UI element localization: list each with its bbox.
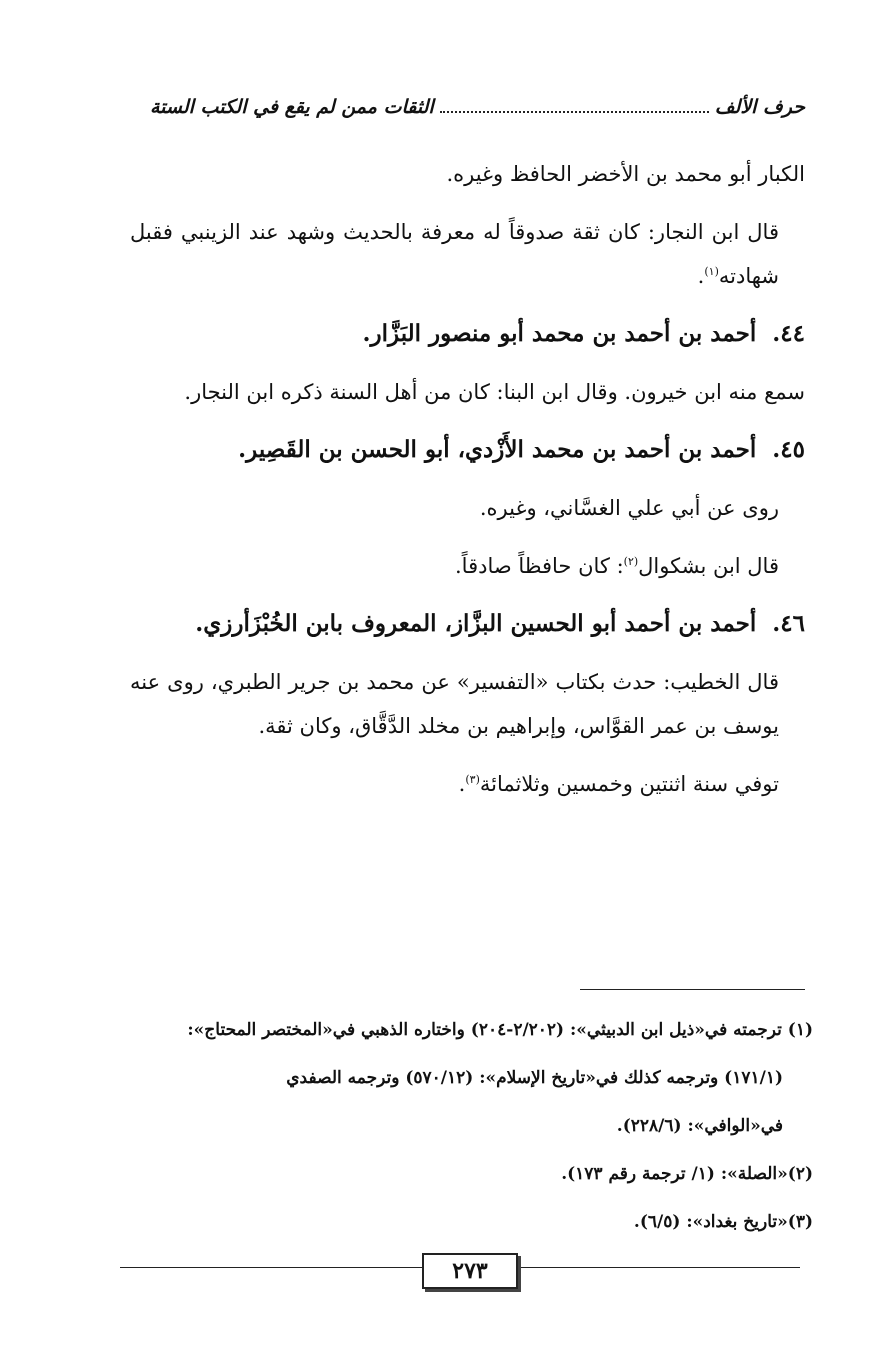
entry-number: ٤٦. [772,610,805,637]
paragraph-khatib: قال الخطيب: حدث بكتاب «التفسير» عن محمد بن جرير الطبري، روى عنه يوسف بن عمر القوَّاس، وإبراهيم بن مخلد الدَّقَّاق، وكان ثقة. [130,670,779,738]
paragraph-text: قال ابن بشكوال [638,554,779,578]
entry-44 [130,312,805,356]
footnote-3: (٣)«تاريخ بغداد»: (٦/٥). [633,1212,813,1232]
entry-45 [130,428,805,472]
entry-name: أحمد بن أحمد أبو الحسين البزَّاز، المعروف بابن الخُبْزَأرزي. [195,610,757,637]
paragraph-text: توفي سنة اثنتين وخمسين وثلاثمائة [479,772,779,796]
paragraph-entry-45: روى عن أبي علي الغسَّاني، وغيره. [479,496,779,520]
page-number: ٢٧٣ [422,1253,518,1289]
footnote-ref-3[interactable]: (٣) [465,773,480,786]
running-header [150,96,805,119]
paragraph-entry-44: سمع منه ابن خيرون. وقال ابن البنا: كان من أهل السنة ذكره ابن النجار. [184,380,805,404]
entry-46 [130,602,805,646]
book-title: الثقات ممن لم يقع في الكتب الستة [150,96,434,118]
header-dots [440,111,709,113]
paragraph-ibn-najjar: قال ابن النجار: كان ثقة صدوقاً له معرفة بالحديث وشهد عند الزينبي فقبل شهادته$^{(١)}$. [130,220,779,288]
entry-name: أحمد بن أحمد بن محمد الأَزْدي، أبو الحسن بن القَصِير. [238,436,757,463]
footnote-1-line-2: (١٧١/١) وترجمه كذلك في«تاريخ الإسلام»: (٥٧٠/١٢) وترجمه الصفدي [286,1068,783,1088]
main-text [130,152,805,806]
chapter-title: حرف الألف [714,96,805,118]
footnote-ref-1[interactable]: (١) [704,265,719,278]
footnote-1-line-3: في«الوافي»: (٢٢٨/٦). [616,1116,783,1136]
footnote-2: (٢)«الصلة»: (١/ ترجمة رقم ١٧٣). [561,1164,813,1184]
entry-number: ٤٤. [772,320,805,347]
footnote-1-line-1: (١) ترجمته في«ذيل ابن الدبيثي»: (٢/٢٠٢-٢٠٤) واختاره الذهبي في«المختصر المحتاج»: [187,1020,813,1040]
paragraph-continuation: الكبار أبو محمد بن الأخضر الحافظ وغيره. [446,162,805,186]
paragraph-text: : كان حافظاً صادقاً. [455,554,624,578]
entry-number: ٤٥. [772,436,805,463]
footnote-separator [580,989,805,990]
entry-name: أحمد بن أحمد بن محمد أبو منصور البَزَّار. [362,320,757,347]
paragraph-ibn-bashkuwal [130,544,805,588]
footnote-ref-2[interactable]: (٢) [623,555,639,568]
footnotes [110,1006,813,1246]
paragraph-text: قال ابن النجار: كان ثقة صدوقاً له معرفة بالحديث وشهد عند الزينبي فقبل شهادته [130,220,779,288]
paragraph-death: توفي سنة اثنتين وخمسين وثلاثمائة$^{(٣)}$. [458,772,779,796]
